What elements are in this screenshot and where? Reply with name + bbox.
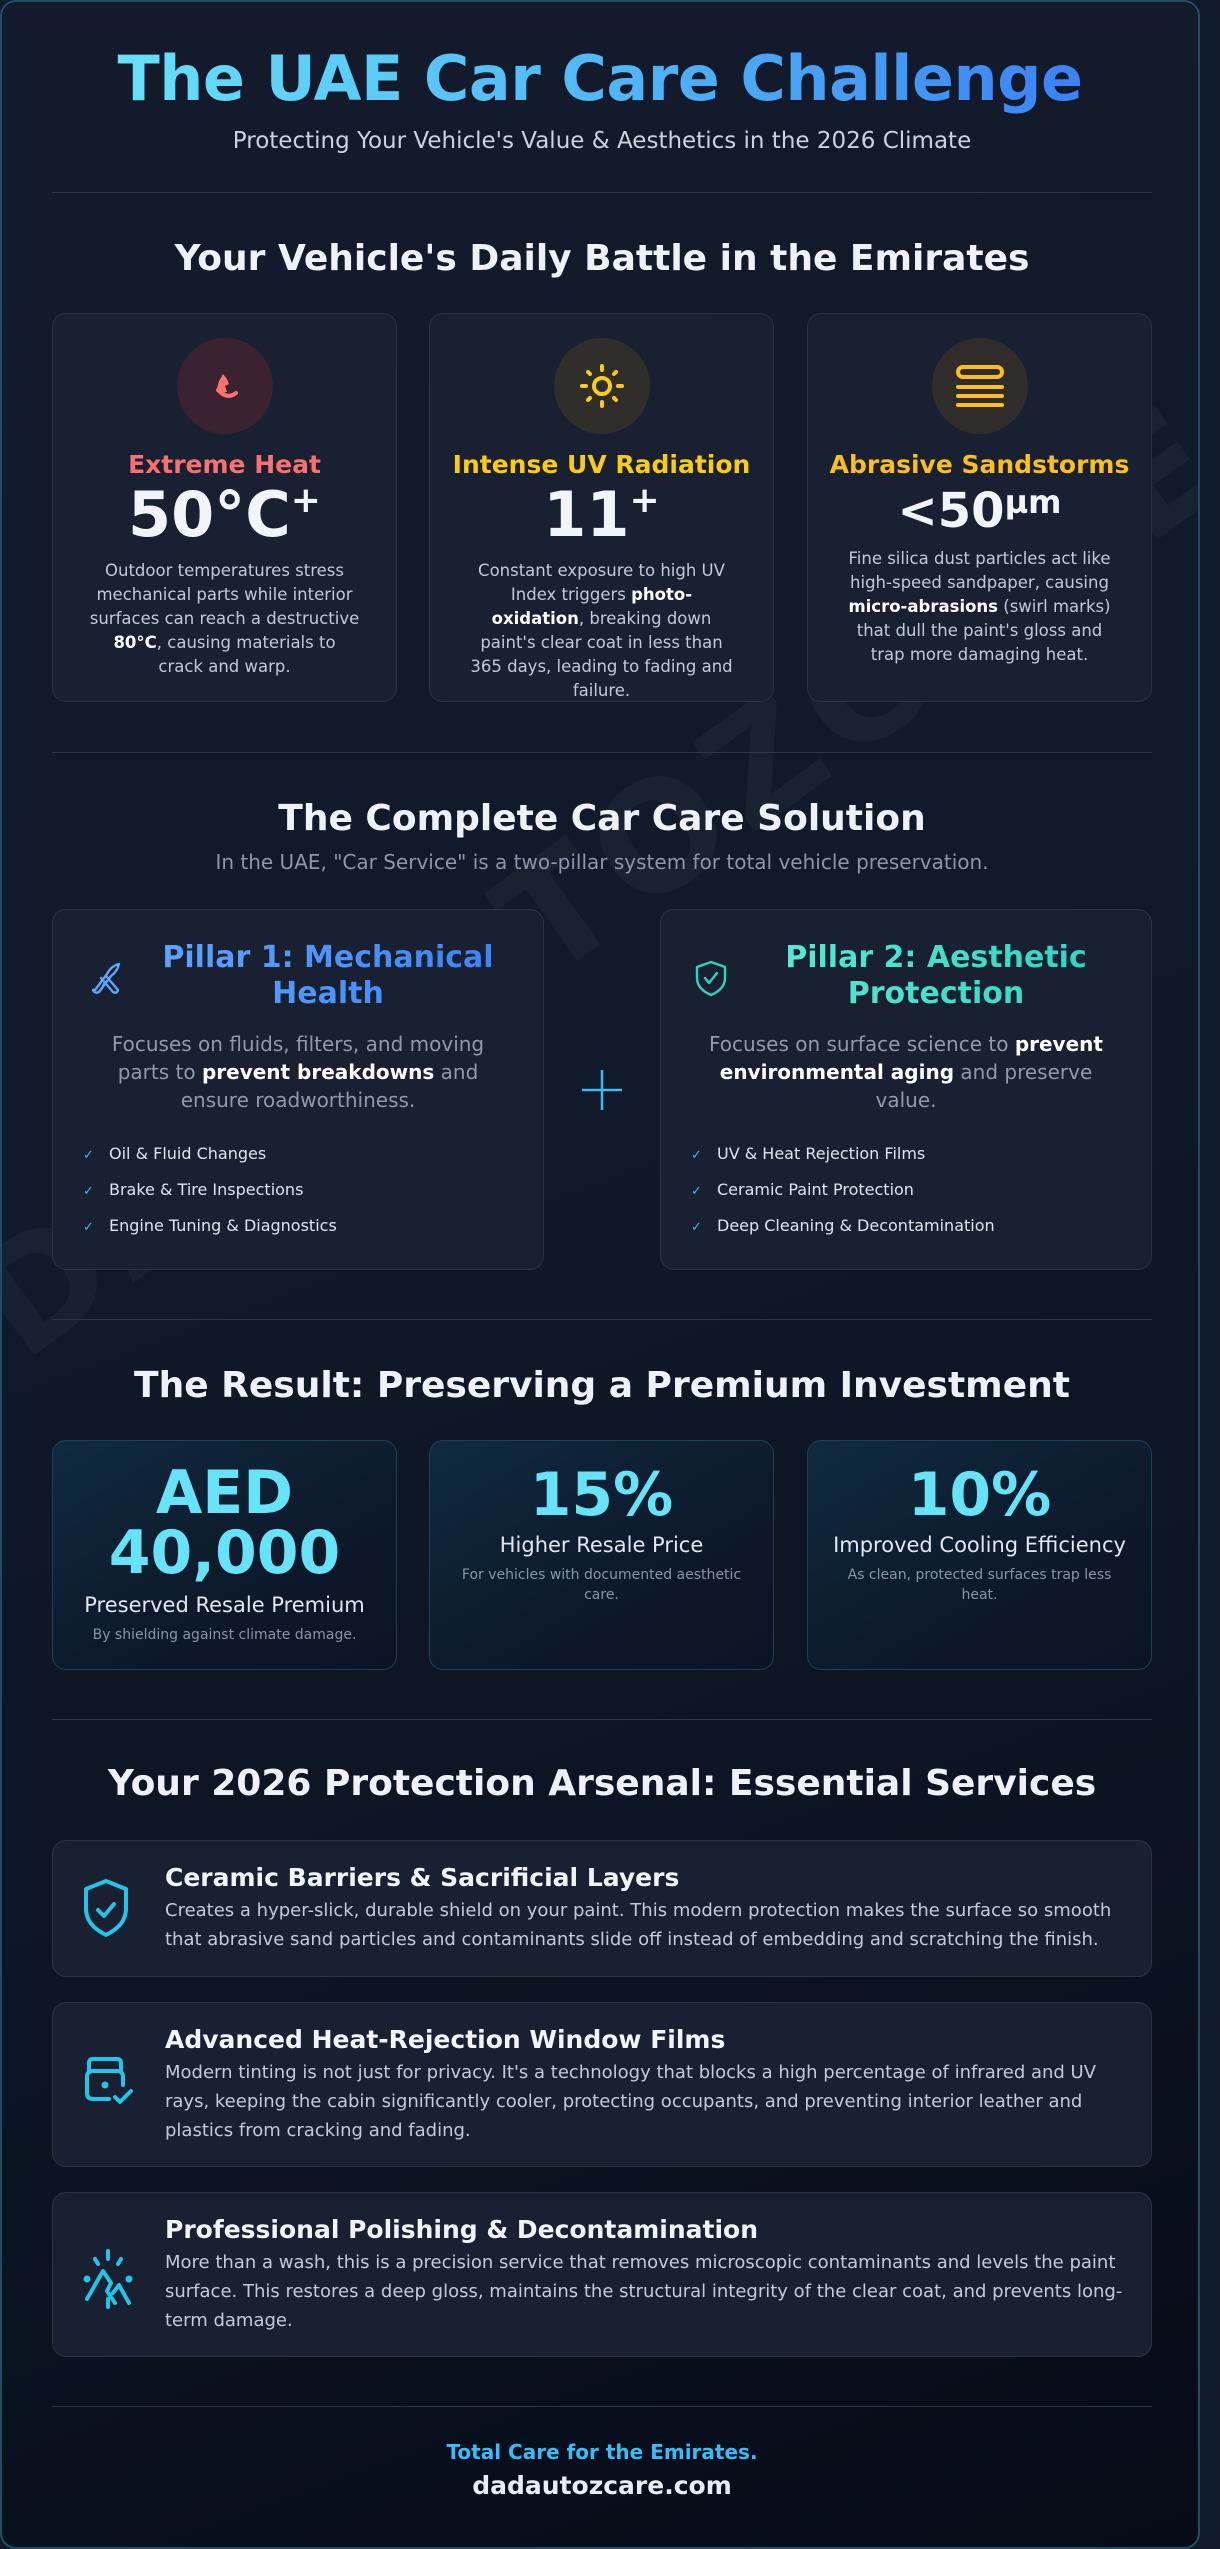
list-item: ✓ Oil & Fluid Changes [83, 1143, 267, 1163]
stat-card-resale-price [429, 1440, 774, 1670]
threat-value: $<50^{\mu m}$ [897, 483, 1062, 539]
shield-check-icon [693, 958, 733, 998]
service-description: More than a wash, this is a precision service that removes microscopic contaminants and levels the paint surface. This restores a deep gloss, maintains the structural integrity of the clear coat, and prevents long-term damage. [165, 2252, 1123, 2331]
divider [52, 752, 1152, 753]
service-description: Modern tinting is not just for privacy. It's a technology that blocks a high percentage of infrared and UV rays, keeping the cabin significantly cooler, protecting occupants, and preventing interior leather and plastics from cracking and fading. [165, 2062, 1097, 2141]
page-title: The UAE Car Care Challenge [117, 42, 1083, 115]
threat-card-sand [807, 313, 1152, 702]
shield-check-icon [81, 1877, 131, 1937]
stat-label: Improved Cooling Efficiency [833, 1533, 1126, 1557]
check-icon: ✓ [691, 1148, 702, 1163]
threat-value: 11+ [543, 478, 660, 551]
pillar-title: Pillar 2: Aesthetic Protection [751, 940, 1121, 1012]
threat-title: Abrasive Sandstorms [829, 450, 1130, 479]
stat-value: AED 40,000 [108, 1458, 341, 1588]
plus-icon [580, 1068, 624, 1112]
sparkle-polish-icon [81, 2249, 131, 2309]
footer-domain-link[interactable]: dadautozcare.com [472, 2471, 732, 2500]
divider [52, 1719, 1152, 1720]
check-icon: ✓ [83, 1148, 94, 1163]
stat-note: For vehicles with documented aesthetic care. [461, 1567, 742, 1603]
wrench-gear-icon [85, 958, 125, 998]
service-description: Creates a hyper-slick, durable shield on your paint. This modern protection makes the surface so smooth that abrasive sand particles and contaminants slide off instead of embedding and scratching the finish. [165, 1900, 1112, 1950]
sun-icon [554, 338, 650, 434]
service-card-polishing [52, 2192, 1152, 2357]
stat-card-cooling [807, 1440, 1152, 1670]
threat-value: 50°C+ [128, 478, 321, 551]
divider [52, 192, 1152, 193]
list-item: ✓ UV & Heat Rejection Films [691, 1143, 926, 1163]
stat-note: As clean, protected surfaces trap less heat. [847, 1567, 1112, 1603]
pillar-service-list [83, 1135, 337, 1243]
stat-label: Higher Resale Price [499, 1533, 704, 1557]
list-item: ✓ Brake & Tire Inspections [83, 1179, 304, 1199]
threat-title: Intense UV Radiation [452, 450, 751, 479]
list-item: ✓ Deep Cleaning & Decontamination [691, 1215, 995, 1235]
page-subtitle: Protecting Your Vehicle's Value & Aesthetics in the 2026 Climate [232, 128, 972, 154]
pillar-title: Pillar 1: Mechanical Health [143, 940, 513, 1012]
stat-value: 10% [907, 1460, 1052, 1530]
sand-layers-icon [932, 338, 1028, 434]
threat-description: Fine silica dust particles act like high-speed sandpaper, causing micro-abrasions (swirl marks) that dull the paint's gloss and trap more damaging heat. [848, 549, 1111, 664]
service-title: Professional Polishing & Decontamination [165, 2215, 758, 2244]
stat-value: 15% [529, 1460, 674, 1530]
pillar-card-aesthetic [660, 909, 1152, 1270]
check-icon: ✓ [691, 1184, 702, 1199]
list-item: ✓ Engine Tuning & Diagnostics [83, 1215, 337, 1235]
divider [52, 1319, 1152, 1320]
stat-label: Preserved Resale Premium [84, 1593, 365, 1617]
pillar-description: Focuses on fluids, filters, and moving parts to prevent breakdowns and ensure roadworthiness. [111, 1032, 485, 1112]
service-title: Ceramic Barriers & Sacrificial Layers [165, 1863, 680, 1892]
section-subheading-solution: In the UAE, "Car Service" is a two-pillar system for total vehicle preservation. [215, 850, 989, 874]
car-window-check-icon [81, 2055, 131, 2115]
list-item: ✓ Ceramic Paint Protection [691, 1179, 914, 1199]
section-heading-services: Your 2026 Protection Arsenal: Essential Services [107, 1763, 1097, 1804]
check-icon: ✓ [691, 1220, 702, 1235]
section-heading-solution: The Complete Car Care Solution [278, 798, 926, 839]
divider [52, 2406, 1152, 2407]
threat-description: Constant exposure to high UV Index triggers photo-oxidation, breaking down paint's clear coat in less than 365 days, leading to fading and failure. [470, 561, 733, 700]
threat-card-heat [52, 313, 397, 702]
threat-card-uv [429, 313, 774, 702]
check-icon: ✓ [83, 1220, 94, 1235]
footer-tagline: Total Care for the Emirates. [446, 2440, 758, 2464]
pillar-service-list [691, 1135, 995, 1243]
threat-description: Outdoor temperatures stress mechanical parts while interior surfaces can reach a destructive 80°C, causing materials to crack and warp. [89, 561, 360, 676]
section-heading-threats: Your Vehicle's Daily Battle in the Emirates [174, 238, 1030, 279]
pillar-description: Focuses on surface science to prevent environmental aging and preserve value. [709, 1032, 1103, 1112]
service-card-window-films [52, 2002, 1152, 2167]
check-icon: ✓ [83, 1184, 94, 1199]
service-card-ceramic [52, 1840, 1152, 1977]
pillar-card-mechanical [52, 909, 544, 1270]
thermometer-icon [177, 338, 273, 434]
section-heading-results: The Result: Preserving a Premium Investment [134, 1365, 1070, 1406]
stat-card-resale-premium [52, 1440, 397, 1670]
stat-note: By shielding against climate damage. [92, 1627, 357, 1643]
threat-title: Extreme Heat [128, 450, 321, 479]
service-title: Advanced Heat-Rejection Window Films [165, 2025, 726, 2054]
